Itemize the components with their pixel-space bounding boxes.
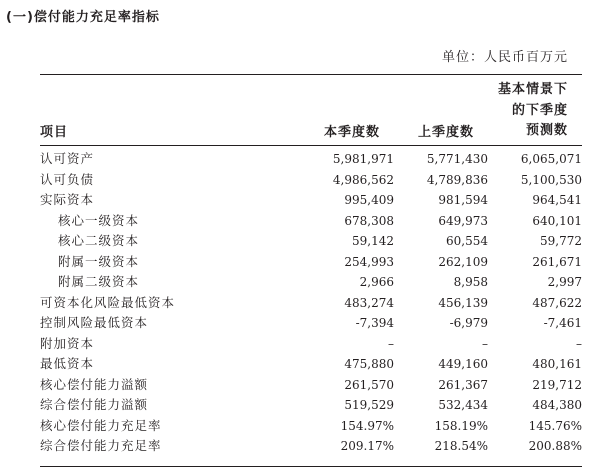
previous-quarter-value: 4,789,836 (426, 172, 488, 187)
row-label: 最低资本 (40, 356, 95, 371)
forecast-value: 200.88% (528, 439, 582, 453)
row-label: 核心偿付能力充足率 (40, 417, 162, 433)
previous-quarter-value: -6,979 (449, 316, 488, 330)
forecast-value: 5,100,530 (520, 172, 582, 187)
forecast-value: -7,461 (543, 316, 582, 330)
forecast-value: 6,065,071 (520, 152, 582, 166)
previous-quarter-value: 158.19% (434, 418, 488, 433)
row-label: 附属二级资本 (58, 274, 140, 289)
current-quarter-value: 678,308 (344, 213, 394, 228)
row-label: 附加资本 (40, 335, 95, 351)
current-quarter-value: – (388, 336, 394, 351)
previous-quarter-value: 262,109 (438, 254, 488, 269)
previous-quarter-value: 532,434 (438, 398, 488, 412)
previous-quarter-value: 8,958 (453, 275, 488, 289)
current-quarter-value: 254,993 (344, 254, 394, 269)
current-quarter-value: 475,880 (344, 357, 394, 371)
table-row (40, 149, 582, 170)
solvency-table (40, 149, 582, 457)
table-top-rule (40, 74, 582, 75)
previous-quarter-value: 449,160 (438, 357, 488, 371)
table-row (40, 190, 582, 211)
previous-quarter-value: 60,554 (446, 234, 488, 248)
row-label: 综合偿付能力溢额 (40, 397, 149, 412)
row-label: 控制风险最低资本 (40, 315, 149, 330)
current-quarter-value: 2,966 (359, 275, 394, 289)
forecast-value: 964,541 (532, 193, 582, 207)
previous-quarter-value: 5,771,430 (426, 152, 488, 166)
forecast-value: 640,101 (532, 213, 582, 228)
forecast-value: 219,712 (532, 377, 582, 392)
current-quarter-value: -7,394 (355, 316, 394, 330)
table-row (40, 313, 582, 334)
previous-quarter-value: 456,139 (438, 295, 488, 310)
table-row (40, 211, 582, 232)
table-row (40, 293, 582, 314)
row-label: 可资本化风险最低资本 (40, 294, 176, 310)
forecast-value: 2,997 (547, 275, 582, 289)
previous-quarter-value: 649,973 (438, 213, 488, 228)
table-row (40, 231, 582, 252)
table-row (40, 395, 582, 416)
header-forecast-line2: 的下季度 (511, 102, 568, 118)
previous-quarter-value: 981,594 (438, 193, 488, 207)
unit-note: 单位：人民币百万元 (441, 50, 568, 65)
table-row (40, 354, 582, 375)
row-label: 认可资产 (40, 151, 95, 166)
table-row (40, 375, 582, 396)
header-forecast (498, 80, 568, 142)
forecast-value: 261,671 (532, 254, 582, 269)
table-row (40, 416, 582, 437)
current-quarter-value: 5,981,971 (332, 152, 394, 166)
forecast-value: 487,622 (532, 295, 582, 310)
header-bottom-rule (40, 145, 582, 146)
header-previous-quarter: 上季度数 (417, 125, 474, 140)
forecast-value: 480,161 (532, 357, 582, 371)
forecast-value: 59,772 (540, 234, 582, 248)
current-quarter-value: 261,570 (344, 377, 394, 392)
previous-quarter-value: 218.54% (434, 439, 488, 453)
header-current-quarter: 本季度数 (323, 125, 380, 140)
row-label: 附属一级资本 (58, 253, 140, 269)
row-label: 认可负债 (40, 171, 95, 187)
header-forecast-line3: 预测数 (525, 123, 568, 138)
table-row (40, 334, 582, 355)
forecast-value: 484,380 (532, 398, 582, 412)
previous-quarter-value: – (482, 336, 488, 351)
table-row (40, 252, 582, 273)
current-quarter-value: 519,529 (344, 398, 394, 412)
table-body (40, 149, 582, 457)
current-quarter-value: 995,409 (344, 193, 394, 207)
current-quarter-value: 483,274 (344, 295, 394, 310)
table-row (40, 272, 582, 293)
current-quarter-value: 59,142 (352, 234, 394, 248)
row-label: 实际资本 (40, 192, 95, 207)
row-label: 核心二级资本 (58, 233, 140, 248)
forecast-value: 145.76% (528, 418, 582, 433)
table-bottom-rule (40, 466, 582, 467)
section-title: (一)偿付能力充足率指标 (6, 10, 160, 25)
forecast-value: – (576, 336, 582, 351)
current-quarter-value: 154.97% (340, 418, 394, 433)
row-label: 综合偿付能力充足率 (40, 438, 162, 453)
current-quarter-value: 209.17% (340, 439, 394, 453)
header-forecast-line1: 基本情景下 (497, 82, 568, 97)
previous-quarter-value: 261,367 (438, 377, 488, 392)
current-quarter-value: 4,986,562 (332, 172, 394, 187)
table-row (40, 170, 582, 191)
table-row (40, 436, 582, 457)
row-label: 核心偿付能力溢额 (40, 376, 149, 392)
header-item: 项目 (40, 125, 69, 140)
row-label: 核心一级资本 (58, 212, 140, 228)
